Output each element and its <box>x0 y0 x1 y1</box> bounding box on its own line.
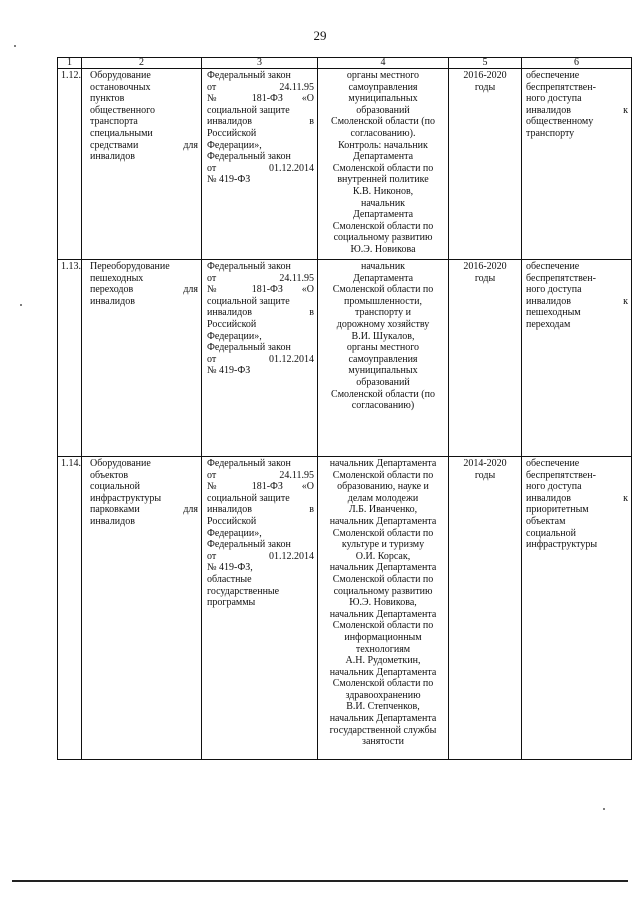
responsible-line: Смоленской области по <box>332 469 434 481</box>
responsible-line: Смоленской области по <box>332 620 434 632</box>
responsible-line: здравоохранению <box>345 689 421 701</box>
responsible-line: транспорту и <box>354 307 412 319</box>
law-line: № 419-ФЗ <box>207 365 251 377</box>
name-line: инвалидов <box>90 151 135 163</box>
law-line: Федеральный закон <box>207 539 291 551</box>
responsible-line: Смоленской области (по <box>331 116 435 128</box>
law-line: № 181-ФЗ «О <box>207 481 314 493</box>
column-header: 1 <box>58 58 82 69</box>
result-line: переходам <box>526 318 571 330</box>
law-line: программы <box>207 597 256 609</box>
responsible-line: Смоленской области по <box>332 162 434 174</box>
law-line: от 01.12.2014 <box>207 162 314 174</box>
responsible-line: муниципальных <box>348 93 418 105</box>
law-line: социальной защите <box>207 492 290 504</box>
responsible-line: государственной службы <box>329 724 437 736</box>
responsible-line: Смоленской области по <box>332 284 434 296</box>
table-row <box>58 69 632 260</box>
row-number: 1.13. <box>58 260 82 457</box>
responsible-line: образований <box>356 104 410 116</box>
law-line: инвалидов в <box>207 116 314 128</box>
result-line: инфраструктуры <box>526 539 598 551</box>
name-line: инфраструктуры <box>90 492 162 504</box>
result-line: инвалидов к <box>526 295 628 307</box>
years-line: годы <box>474 81 496 93</box>
result-line: ного доступа <box>526 481 582 493</box>
scan-speck <box>20 304 22 306</box>
legal-basis <box>202 69 318 260</box>
responsible-line: самоуправления <box>348 81 418 93</box>
result-line: ного доступа <box>526 284 582 296</box>
law-line: от 01.12.2014 <box>207 353 314 365</box>
law-line: Федеральный закон <box>207 342 291 354</box>
measures-table <box>57 57 632 760</box>
responsible-line: начальник Департамента <box>329 713 437 725</box>
measure-name <box>82 457 202 760</box>
responsible-line: органы местного <box>346 342 420 354</box>
result-line: общественному <box>526 116 594 128</box>
result-line: пешеходным <box>526 307 581 319</box>
responsible-line: Смоленской области по <box>332 678 434 690</box>
responsible-line: социальному развитию <box>333 585 433 597</box>
name-line: пешеходных <box>90 272 144 284</box>
responsible-line: начальник Департамента <box>329 608 437 620</box>
law-line: Федерации», <box>207 139 262 151</box>
law-line: от 01.12.2014 <box>207 550 314 562</box>
row-number: 1.14. <box>58 457 82 760</box>
column-header: 6 <box>522 58 632 69</box>
name-line: Оборудование <box>90 70 151 81</box>
name-line: транспорта <box>90 116 138 128</box>
page-number: 29 <box>313 28 327 43</box>
result-line: беспрепятствен- <box>526 272 596 284</box>
responsible-line: промышленности, <box>344 295 422 307</box>
name-line: остановочных <box>90 81 151 93</box>
column-header: 4 <box>318 58 449 69</box>
responsible-executors <box>318 457 449 760</box>
column-header: 3 <box>202 58 318 69</box>
responsible-line: Смоленской области (по <box>331 388 435 400</box>
responsible-line: согласованию) <box>351 400 415 412</box>
responsible-line: Ю.Э. Новикова <box>350 243 416 255</box>
scan-edge-rule <box>12 880 628 882</box>
law-line: Российской <box>207 318 257 330</box>
responsible-line: Ю.Э. Новикова, <box>349 597 417 609</box>
result-line: социальной <box>526 527 576 539</box>
result-line: беспрепятствен- <box>526 469 596 481</box>
row-number: 1.12. <box>58 69 82 260</box>
law-line: № 181-ФЗ «О <box>207 93 314 105</box>
law-line: Федеральный закон <box>207 70 291 81</box>
name-line: Переоборудование <box>90 261 170 272</box>
responsible-line: начальник <box>360 197 406 209</box>
responsible-line: муниципальных <box>348 365 418 377</box>
result-line: обеспечение <box>526 261 580 272</box>
name-line: средствами для <box>90 139 198 151</box>
result-line: инвалидов к <box>526 492 628 504</box>
name-line: пунктов <box>90 93 125 105</box>
responsible-line: культуре и туризму <box>341 539 425 551</box>
expected-result <box>522 457 632 760</box>
name-line: специальными <box>90 127 153 139</box>
responsible-line: Л.Б. Иванченко, <box>348 504 418 516</box>
responsible-line: В.И. Шукалов, <box>351 330 415 342</box>
law-line: социальной защите <box>207 104 290 116</box>
responsible-line: органы местного <box>346 70 420 81</box>
law-line: № 419-ФЗ <box>207 174 251 186</box>
responsible-line: начальник Департамента <box>329 458 437 469</box>
law-line: областные <box>207 573 252 585</box>
legal-basis <box>202 457 318 760</box>
years-line: годы <box>474 272 496 284</box>
name-line: объектов <box>90 469 129 481</box>
implementation-years <box>449 69 522 260</box>
name-line: инвалидов <box>90 295 135 307</box>
law-line: инвалидов в <box>207 307 314 319</box>
responsible-line: К.В. Никонов, <box>352 185 414 197</box>
measure-name <box>82 69 202 260</box>
responsible-line: информационным <box>344 631 422 643</box>
expected-result <box>522 260 632 457</box>
years-line: 2016-2020 <box>463 70 507 81</box>
responsible-line: самоуправления <box>348 353 418 365</box>
table-body <box>58 69 632 760</box>
law-line: от 24.11.95 <box>207 469 314 481</box>
responsible-line: образований <box>356 376 410 388</box>
scan-speck <box>14 45 16 47</box>
law-line: Федеральный закон <box>207 261 291 272</box>
law-line: Российской <box>207 127 257 139</box>
result-line: приоритетным <box>526 504 589 516</box>
name-line: парковками для <box>90 504 198 516</box>
responsible-line: О.И. Корсак, <box>355 550 411 562</box>
legal-basis <box>202 260 318 457</box>
responsible-line: Смоленской области по <box>332 527 434 539</box>
name-line: общественного <box>90 104 155 116</box>
responsible-executors <box>318 69 449 260</box>
responsible-line: Смоленской области по <box>332 573 434 585</box>
header-row <box>58 58 632 69</box>
responsible-line: образованию, науке и <box>337 481 429 493</box>
result-line: обеспечение <box>526 70 580 81</box>
years-line: 2016-2020 <box>463 261 507 272</box>
table-row <box>58 260 632 457</box>
result-line: ного доступа <box>526 93 582 105</box>
name-line: Оборудование <box>90 458 151 469</box>
responsible-line: Департамента <box>352 272 414 284</box>
law-line: Федерации», <box>207 330 262 342</box>
responsible-line: делам молодежи <box>347 492 419 504</box>
column-header: 2 <box>82 58 202 69</box>
implementation-years <box>449 260 522 457</box>
column-header: 5 <box>449 58 522 69</box>
responsible-line: согласованию). <box>350 127 416 139</box>
implementation-years <box>449 457 522 760</box>
responsible-line: дорожному хозяйству <box>336 318 430 330</box>
law-line: № 419-ФЗ, <box>207 562 253 574</box>
name-line: переходов для <box>90 284 198 296</box>
law-line: от 24.11.95 <box>207 272 314 284</box>
result-line: транспорту <box>526 127 575 139</box>
years-line: годы <box>474 469 496 481</box>
scan-speck <box>603 808 605 810</box>
law-line: государственные <box>207 585 280 597</box>
law-line: Федерации», <box>207 527 262 539</box>
law-line: Федеральный закон <box>207 151 291 163</box>
name-line: инвалидов <box>90 515 135 527</box>
responsible-line: В.И. Степченков, <box>346 701 420 713</box>
responsible-line: начальник <box>360 261 406 272</box>
measure-name <box>82 260 202 457</box>
responsible-line: Департамента <box>352 209 414 221</box>
responsible-executors <box>318 260 449 457</box>
responsible-line: Смоленской области по <box>332 220 434 232</box>
responsible-line: начальник Департамента <box>329 515 437 527</box>
law-line: инвалидов в <box>207 504 314 516</box>
responsible-line: социальному развитию <box>333 232 433 244</box>
years-line: 2014-2020 <box>463 458 507 469</box>
result-line: беспрепятствен- <box>526 81 596 93</box>
law-line: Федеральный закон <box>207 458 291 469</box>
responsible-line: занятости <box>362 736 404 748</box>
law-line: социальной защите <box>207 295 290 307</box>
law-line: № 181-ФЗ «О <box>207 284 314 296</box>
responsible-line: начальник Департамента <box>329 562 437 574</box>
result-line: объектам <box>526 515 566 527</box>
name-line: социальной <box>90 481 140 493</box>
result-line: обеспечение <box>526 458 580 469</box>
responsible-line: А.Н. Рудометкин, <box>345 655 421 667</box>
responsible-line: внутренней политике <box>337 174 429 186</box>
responsible-line: технологиям <box>355 643 411 655</box>
table-row <box>58 457 632 760</box>
responsible-line: начальник Департамента <box>329 666 437 678</box>
result-line: инвалидов к <box>526 104 628 116</box>
responsible-line: Контроль: начальник <box>338 139 428 151</box>
expected-result <box>522 69 632 260</box>
law-line: от 24.11.95 <box>207 81 314 93</box>
law-line: Российской <box>207 515 257 527</box>
responsible-line: Департамента <box>352 151 414 163</box>
